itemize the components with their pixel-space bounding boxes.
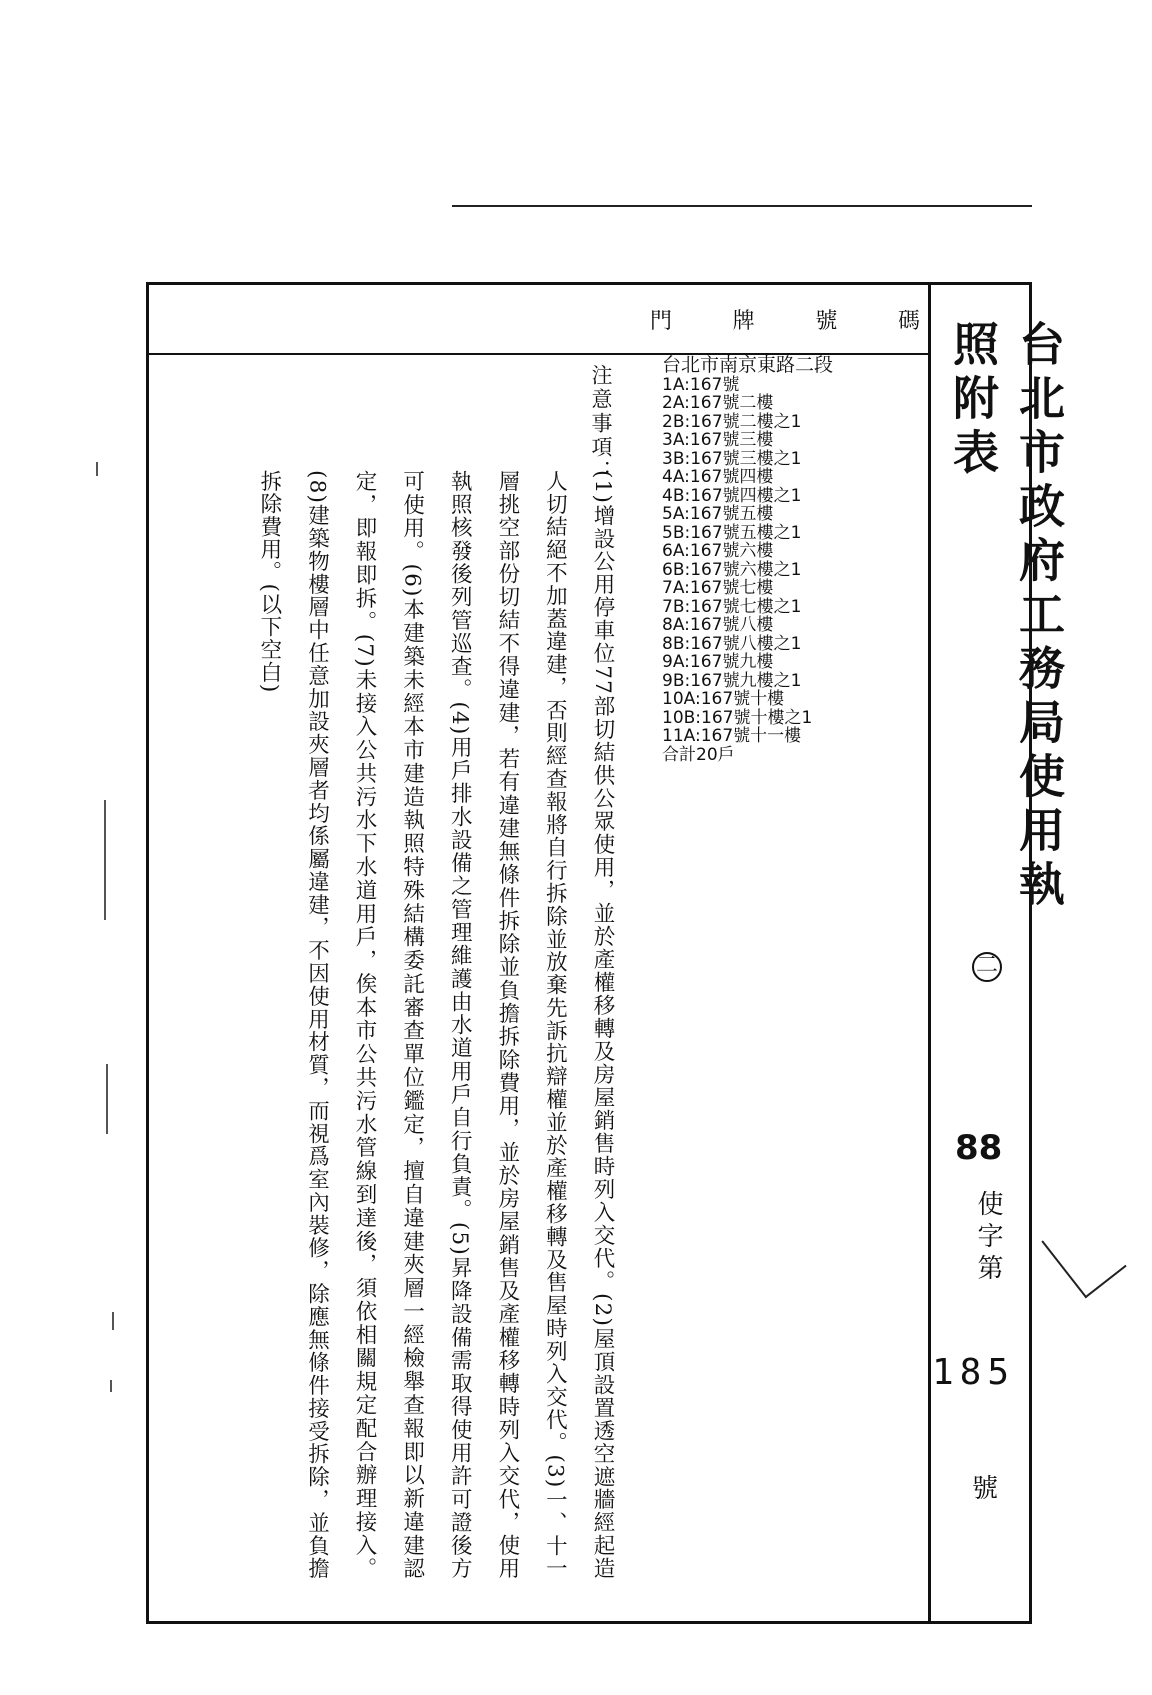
scan-mark [112, 1312, 114, 1330]
unit-item: 8B:167號八樓之1 [662, 633, 802, 654]
document-title: 台北市政府工務局使用執照附表 [946, 320, 1066, 914]
unit-item: 2A:167號二樓 [662, 393, 774, 413]
unit-item: 11A:167號十一樓 [662, 726, 802, 746]
unit-item: 4A:167號四樓 [662, 467, 774, 487]
notes-heading: 注意事項： [589, 364, 613, 484]
unit-item: 7B:167號七樓之1 [662, 596, 802, 617]
permit-suffix: 號 [972, 1474, 999, 1504]
unit-item: 8A:167號八樓 [662, 615, 774, 635]
doorplate-header-char: 號 [815, 309, 838, 334]
unit-item: 10A:167號十樓 [662, 689, 785, 709]
corner-stamp [1041, 1210, 1126, 1299]
doorplate-header-char: 門 [650, 309, 673, 334]
scan-mark [96, 462, 98, 476]
unit-item: 1A:167號 [662, 374, 740, 395]
unit-item: 6B:167號六樓之1 [662, 559, 802, 580]
scan-mark [106, 1064, 108, 1134]
scan-mark [110, 1380, 112, 1392]
notes-body: (1)增設公用停車位77部切結供公眾使用，並於產權移轉及房屋銷售時列入交代。(2)屋頂設置透空遮牆經起造人切結絕不加蓋違建，否則經查報將自行拆除並放棄先訴抗辯權並於產權移轉及售屋時列入交代。(3)一、十一層挑空部份切結不得違建，若有違建無條件拆除並負擔拆除費用，並於房屋銷售及產權移轉時列入交代，使用執照核發後列管巡查。(4)用戶排水設備之管理維護由水道用戶自行負責。(5)昇降設備需取得使用許可證後方可使用。(6)本建築未經本市建造執照特殊結構委託審查單位鑑定，擅自違建夾層一經檢舉查報即以新違建認定，即報即拆。(7)未接入公共污水下水道用戶，俟本市公共污水管線到達後，須依相關規定配合辦理接入。(8)建築物樓層中任意加設夾層者均係屬違建，不因使用材質，而視爲室內裝修，除應無條件接受拆除，並負擔拆除費用。(以下空白) [256, 470, 615, 1580]
unit-item: 9A:167號九樓 [662, 652, 774, 672]
title-column-divider [928, 282, 931, 1624]
scan-mark [104, 800, 106, 920]
top-rule-line [452, 205, 1032, 207]
unit-item: 10B:167號十樓之1 [662, 707, 813, 728]
unit-item: 3B:167號三樓之1 [662, 448, 802, 469]
doorplate-header-char: 牌 [732, 309, 755, 334]
unit-item: 9B:167號九樓之1 [662, 670, 802, 691]
unit-item: 5B:167號五樓之1 [662, 522, 802, 543]
doorplate-header [650, 304, 920, 335]
unit-item: 6A:167號六樓 [662, 541, 774, 561]
permit-number: 185 [932, 1352, 1016, 1393]
permit-word: 使字第 [973, 1190, 1003, 1286]
unit-item: 2B:167號二樓之1 [662, 411, 802, 432]
unit-item: 7A:167號七樓 [662, 578, 774, 598]
unit-list [662, 376, 833, 746]
address-list [662, 356, 833, 764]
doorplate-header-char: 碼 [897, 309, 920, 334]
unit-item: 5A:167號五樓 [662, 504, 774, 524]
unit-item: 3A:167號三樓 [662, 430, 774, 450]
address-street: 台北市南京東路二段 [662, 354, 834, 376]
unit-item: 4B:167號四樓之1 [662, 485, 802, 506]
title-number-circled: 二 [972, 952, 1002, 982]
permit-year: 88 [955, 1128, 1003, 1168]
unit-total: 合計20戶 [662, 744, 735, 765]
